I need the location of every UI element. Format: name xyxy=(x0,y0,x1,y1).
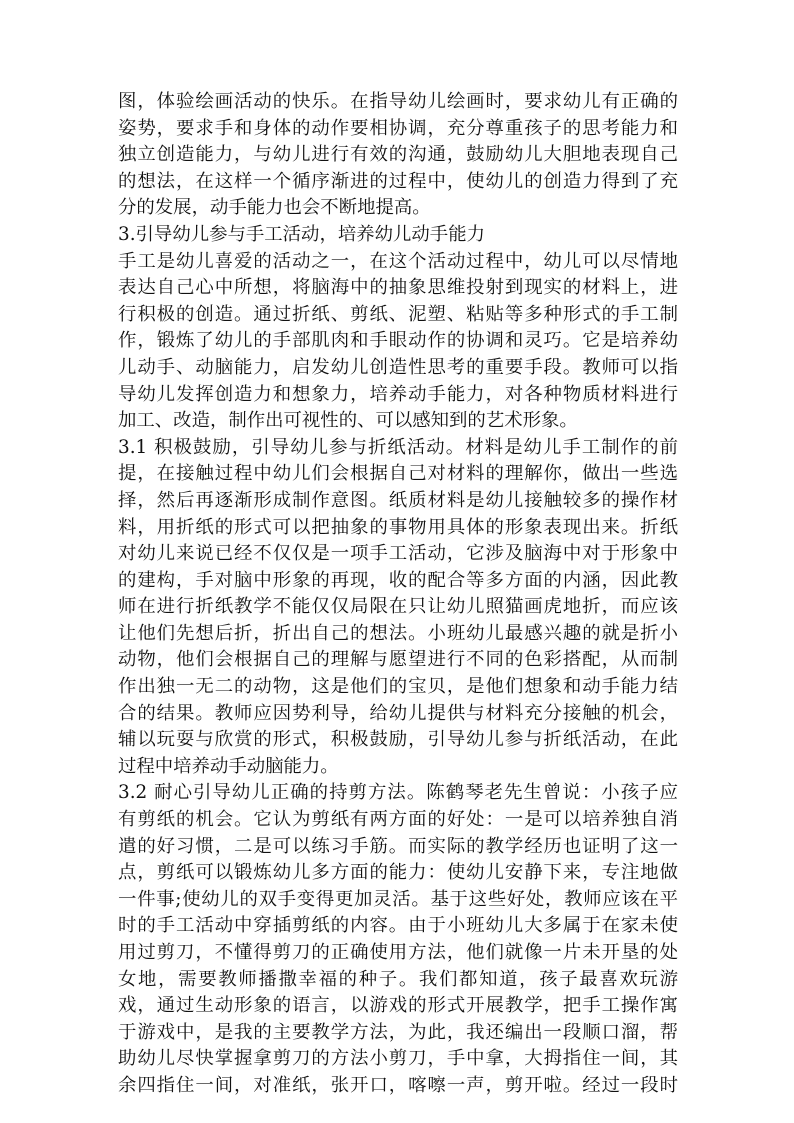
text-line: 于游戏中，是我的主要教学方法，为此，我还编出一段顺口溜，帮 xyxy=(118,1021,678,1043)
text-line: 独立创造能力，与幼儿进行有效的沟通，鼓励幼儿大胆地表现自己 xyxy=(118,144,678,166)
text-line: 手工是幼儿喜爱的活动之一，在这个活动过程中，幼儿可以尽情地 xyxy=(118,250,678,272)
text-line: 提，在接触过程中幼儿们会根据自己对材料的理解你，做出一些选 xyxy=(118,463,678,485)
text-line: 一件事;使幼儿的双手变得更加灵活。基于这些好处，教师应该在平 xyxy=(118,888,678,910)
text-line: 合的结果。教师应因势利导，给幼儿提供与材料充分接触的机会， xyxy=(118,702,678,724)
text-line: 戏，通过生动形象的语言，以游戏的形式开展教学，把手工操作寓 xyxy=(118,995,678,1017)
text-line: 导幼儿发挥创造力和想象力，培养动手能力，对各种物质材料进行 xyxy=(118,383,678,405)
text-line: 对幼儿来说已经不仅仅是一项手工活动，它涉及脑海中对于形象中 xyxy=(118,543,678,565)
text-line: 助幼儿尽快掌握拿剪刀的方法小剪刀，手中拿，大拇指住一间，其 xyxy=(118,1048,678,1070)
text-line: 时的手工活动中穿插剪纸的内容。由于小班幼儿大多属于在家未使 xyxy=(118,915,678,937)
text-line: 有剪纸的机会。它认为剪纸有两方面的好处：一是可以培养独自消 xyxy=(118,809,678,831)
text-line: 作，锻炼了幼儿的手部肌肉和手眼动作的协调和灵巧。它是培养幼 xyxy=(118,330,678,352)
text-line: 择，然后再逐渐形成制作意图。纸质材料是幼儿接触较多的操作材 xyxy=(118,489,678,511)
text-line: 3.1 积极鼓励，引导幼儿参与折纸活动。材料是幼儿手工制作的前 xyxy=(118,436,678,458)
text-line: 辅以玩耍与欣赏的形式，积极鼓励，引导幼儿参与折纸活动，在此 xyxy=(118,729,678,751)
text-line: 师在进行折纸教学不能仅仅局限在只让幼儿照猫画虎地折，而应该 xyxy=(118,596,678,618)
text-line: 用过剪刀，不懂得剪刀的正确使用方法，他们就像一片未开垦的处 xyxy=(118,942,678,963)
text-line: 料，用折纸的形式可以把抽象的事物用具体的形象表现出来。折纸 xyxy=(118,516,678,538)
text-line: 表达自己心中所想，将脑海中的抽象思维投射到现实的材料上，进 xyxy=(118,277,678,299)
text-line: 余四指住一间，对准纸，张开口，喀嚓一声，剪开啦。经过一段时 xyxy=(118,1074,678,1096)
text-line: 的建构，手对脑中形象的再现，收的配合等多方面的内涵，因此教 xyxy=(118,569,678,591)
text-line: 让他们先想后折，折出自己的想法。小班幼儿最感兴趣的就是折小 xyxy=(118,622,678,644)
text-line: 图，体验绘画活动的快乐。在指导幼儿绘画时，要求幼儿有正确的 xyxy=(118,91,678,112)
text-line: 儿动手、动脑能力，启发幼儿创造性思考的重要手段。教师可以指 xyxy=(118,356,678,378)
text-line: 加工、改造，制作出可视性的、可以感知到的艺术形象。 xyxy=(118,410,578,432)
document-body xyxy=(118,89,678,1100)
text-line: 3.2 耐心引导幼儿正确的持剪方法。陈鹤琴老先生曾说：小孩子应 xyxy=(118,782,678,804)
text-line: 遣的好习惯，二是可以练习手筋。而实际的教学经历也证明了这一 xyxy=(118,835,678,857)
text-line: 3.引导幼儿参与手工活动，培养幼儿动手能力 xyxy=(118,223,485,245)
text-line: 作出独一无二的动物，这是他们的宝贝，是他们想象和动手能力结 xyxy=(118,676,678,698)
text-line: 动物，他们会根据自己的理解与愿望进行不同的色彩搭配，从而制 xyxy=(118,649,678,671)
text-line: 过程中培养动手动脑能力。 xyxy=(118,755,339,777)
text-line: 的想法，在这样一个循序渐进的过程中，使幼儿的创造力得到了充 xyxy=(118,170,678,192)
text-line: 行积极的创造。通过折纸、剪纸、泥塑、粘贴等多种形式的手工制 xyxy=(118,303,678,325)
text-line: 分的发展，动手能力也会不断地提高。 xyxy=(118,197,431,219)
text-line: 女地，需要教师播撒幸福的种子。我们都知道，孩子最喜欢玩游 xyxy=(118,968,678,990)
text-line: 点，剪纸可以锻炼幼儿多方面的能力：使幼儿安静下来，专注地做 xyxy=(118,862,678,884)
text-line: 姿势，要求手和身体的动作要相协调，充分尊重孩子的思考能力和 xyxy=(118,117,678,139)
